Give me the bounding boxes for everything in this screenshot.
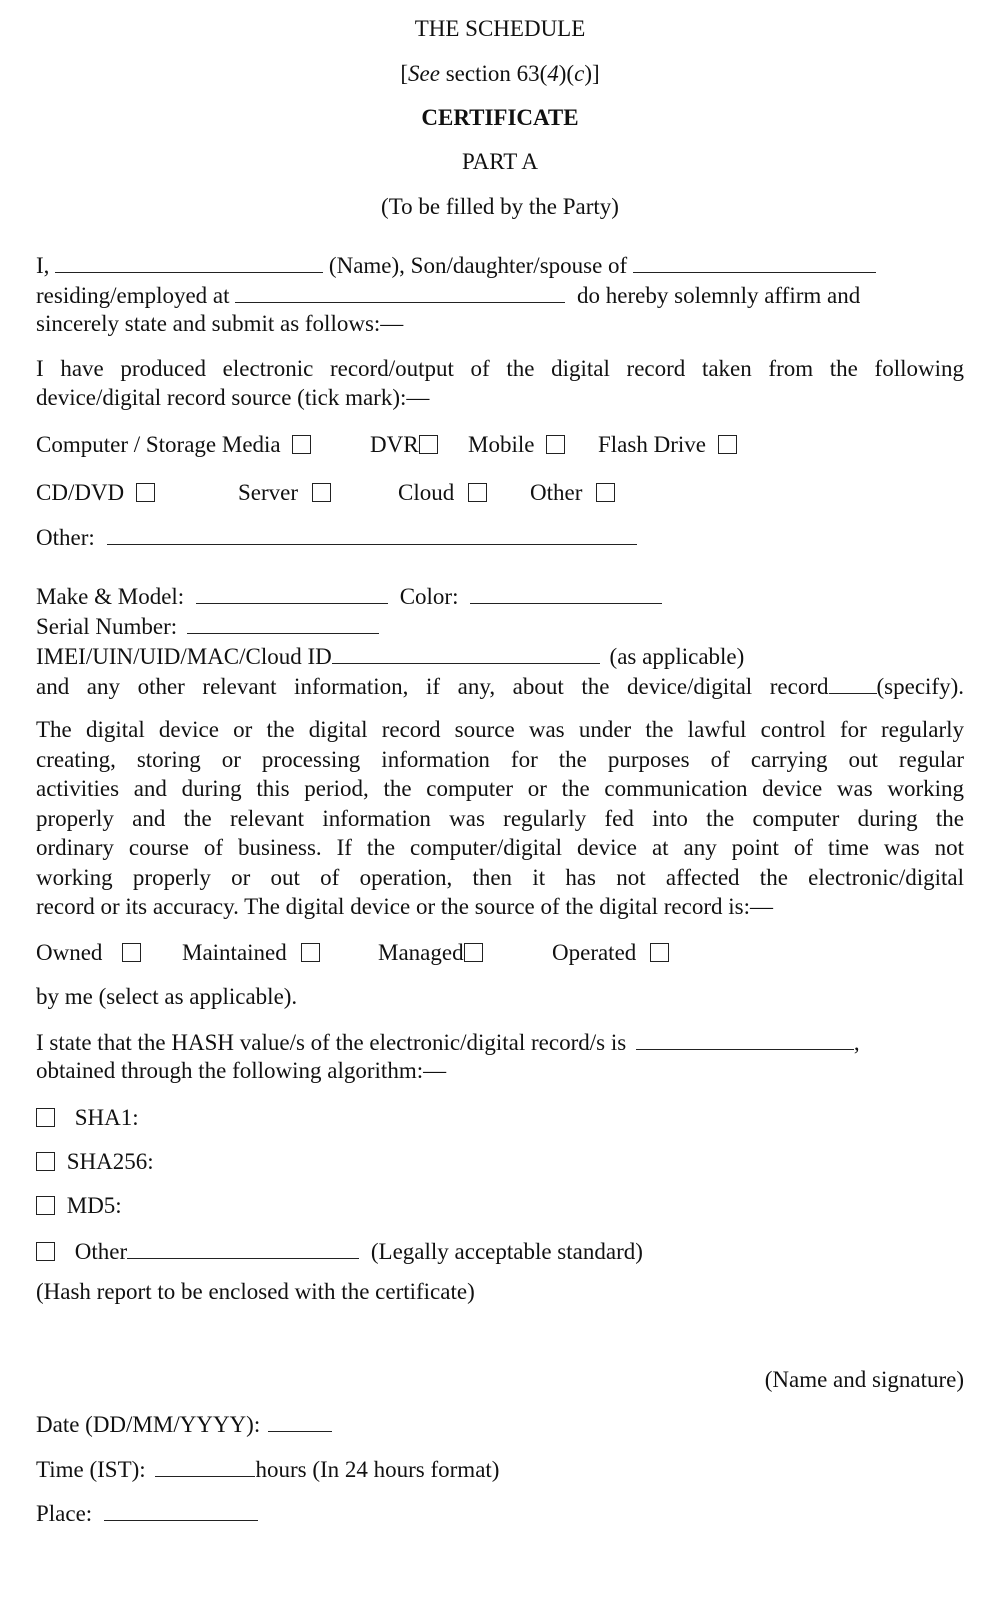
computer-checkbox[interactable] — [292, 435, 311, 454]
place-line: Place: — [36, 1498, 258, 1529]
date-blank[interactable] — [268, 1409, 332, 1432]
device-other: Other — [530, 478, 615, 508]
intro-line-2: residing/employed at do hereby solemnly affirm and — [36, 280, 860, 311]
other-device-checkbox[interactable] — [596, 483, 615, 502]
paragraph-line-6: working properly or out of operation, then it has not affected the electronic/digital — [36, 865, 964, 890]
date-line: Date (DD/MM/YYYY): — [36, 1409, 332, 1440]
algo-sha1: SHA1: — [36, 1103, 139, 1133]
part-subtitle: (To be filled by the Party) — [381, 194, 619, 219]
section-reference: [See section 63(4)(c)] — [400, 61, 600, 86]
maintained-checkbox[interactable] — [301, 943, 320, 962]
control-owned: Owned — [36, 938, 141, 968]
imei-line: IMEI/UIN/UID/MAC/Cloud ID (as applicable) — [36, 641, 744, 672]
operated-checkbox[interactable] — [650, 943, 669, 962]
server-checkbox[interactable] — [312, 483, 331, 502]
address-blank[interactable] — [235, 280, 565, 303]
algo-sha256: SHA256: — [36, 1147, 154, 1177]
color-blank[interactable] — [470, 581, 662, 604]
certificate-heading: CERTIFICATE — [421, 105, 579, 130]
cloud-checkbox[interactable] — [468, 483, 487, 502]
paragraph-line-1: The digital device or the digital record source was under the lawful control for regularly — [36, 717, 964, 742]
other-algorithm-blank[interactable] — [127, 1236, 359, 1259]
control-managed: Managed — [378, 938, 483, 968]
md5-checkbox[interactable] — [36, 1196, 55, 1215]
cddvd-checkbox[interactable] — [136, 483, 155, 502]
algo-md5: MD5: — [36, 1191, 122, 1221]
paragraph-line-4: properly and the relevant information was regularly fed into the computer during the — [36, 806, 964, 831]
serial-line: Serial Number: — [36, 611, 379, 642]
other-algorithm-checkbox[interactable] — [36, 1242, 55, 1261]
other-info-blank[interactable] — [829, 671, 877, 694]
other-device-blank[interactable] — [107, 522, 637, 545]
device-dvr: DVR — [370, 430, 438, 460]
place-blank[interactable] — [104, 1498, 258, 1521]
paragraph-line-7: record or its accuracy. The digital device or the source of the digital record is:— — [36, 894, 773, 919]
other-info-line: and any other relevant information, if any, about the device/digital record (specify). — [36, 671, 964, 702]
sha1-checkbox[interactable] — [36, 1108, 55, 1127]
device-computer: Computer / Storage Media — [36, 430, 311, 460]
device-flash: Flash Drive — [598, 430, 737, 460]
intro-line-1: I, (Name), Son/daughter/spouse of — [36, 250, 876, 281]
device-server: Server — [238, 478, 331, 508]
mobile-checkbox[interactable] — [546, 435, 565, 454]
relation-blank[interactable] — [633, 250, 876, 273]
flash-drive-checkbox[interactable] — [718, 435, 737, 454]
intro-line-3: sincerely state and submit as follows:— — [36, 311, 404, 336]
hash-line-2: obtained through the following algorithm:— — [36, 1058, 447, 1083]
make-model-blank[interactable] — [196, 581, 388, 604]
sha256-checkbox[interactable] — [36, 1152, 55, 1171]
time-line: Time (IST): hours (In 24 hours format) — [36, 1454, 499, 1485]
serial-blank[interactable] — [187, 611, 379, 634]
managed-checkbox[interactable] — [464, 943, 483, 962]
control-operated: Operated — [552, 938, 669, 968]
produced-line-1: I have produced electronic record/output of the digital record taken from the following — [36, 356, 964, 381]
hash-line-1: I state that the HASH value/s of the electronic/digital record/s is , — [36, 1027, 860, 1058]
other-device-line: Other: — [36, 522, 637, 553]
certificate-page — [36, 0, 964, 1605]
paragraph-line-2: creating, storing or processing information for the purposes of carrying out regular — [36, 747, 964, 772]
name-signature-label: (Name and signature) — [764, 1367, 964, 1392]
produced-line-2: device/digital record source (tick mark):— — [36, 385, 430, 410]
device-cddvd: CD/DVD — [36, 478, 155, 508]
part-heading: PART A — [462, 149, 538, 174]
algo-other: Other (Legally acceptable standard) — [36, 1236, 643, 1267]
paragraph-line-5: ordinary course of business. If the computer/digital device at any point of time was not — [36, 835, 964, 860]
make-model-line: Make & Model: Color: — [36, 581, 662, 612]
control-maintained: Maintained — [182, 938, 320, 968]
schedule-title: THE SCHEDULE — [414, 16, 586, 41]
by-me-line: by me (select as applicable). — [36, 984, 298, 1009]
hash-report-note: (Hash report to be enclosed with the certificate) — [36, 1279, 475, 1304]
paragraph-line-3: activities and during this period, the computer or the communication device was working — [36, 776, 964, 801]
device-cloud: Cloud — [398, 478, 487, 508]
imei-blank[interactable] — [332, 641, 600, 664]
name-blank[interactable] — [55, 250, 323, 273]
owned-checkbox[interactable] — [122, 943, 141, 962]
dvr-checkbox[interactable] — [419, 435, 438, 454]
time-blank[interactable] — [155, 1454, 255, 1477]
device-mobile: Mobile — [468, 430, 565, 460]
hash-value-blank[interactable] — [636, 1027, 854, 1050]
